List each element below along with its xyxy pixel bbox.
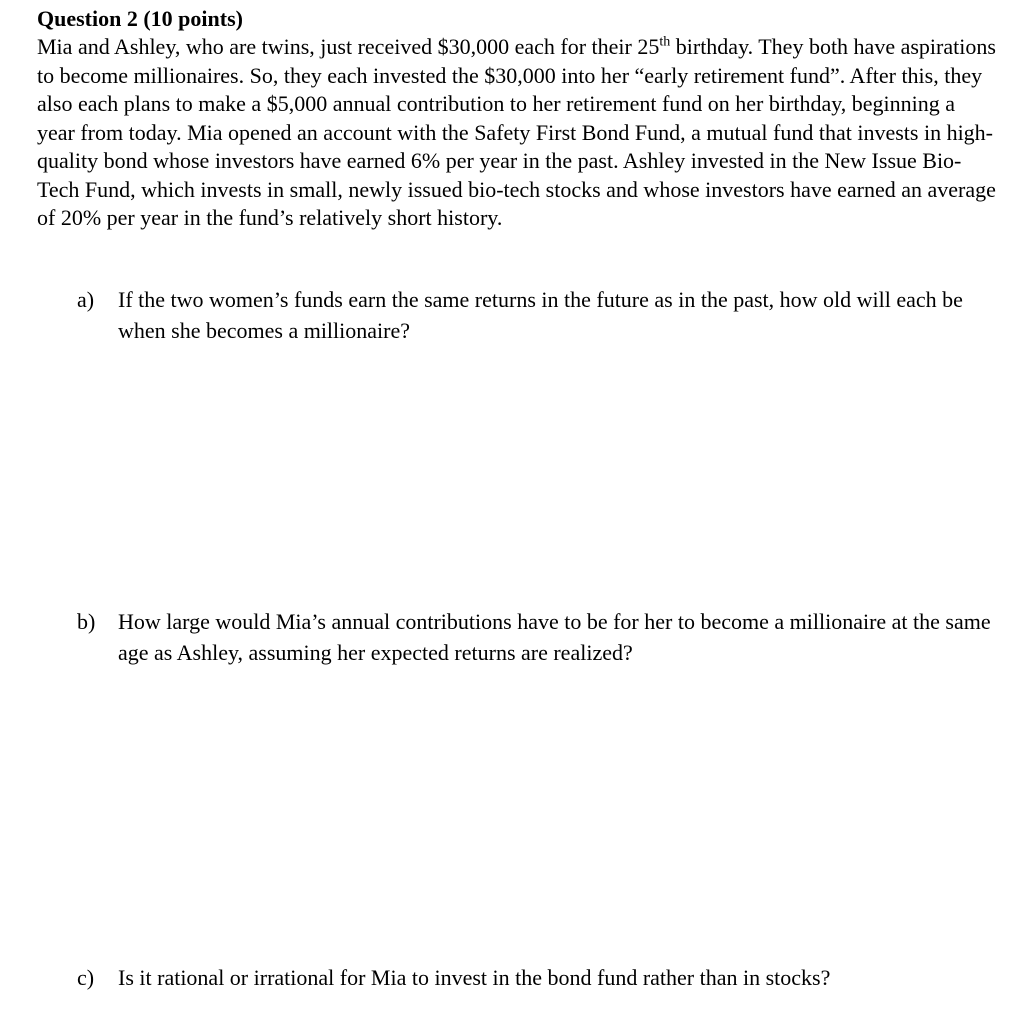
part-c-letter: c) [77,965,95,990]
part-a [77,284,1007,346]
part-a-text: If the two women’s funds earn the same returns in the future as in the past, how old will each be when she becomes a millionaire? [118,287,963,343]
ordinal-suffix: th [659,34,671,50]
part-b-text: How large would Mia’s annual contributions have to be for her to become a millionaire at the same age as Ashley, assuming her expected returns are realized? [118,609,991,665]
part-c [77,962,1007,993]
question-body [37,33,997,233]
question-block [37,4,997,233]
part-c-text: Is it rational or irrational for Mia to invest in the bond fund rather than in stocks? [118,965,831,990]
part-a-letter: a) [77,287,95,312]
question-body-rest: birthday. They both have aspirations to become millionaires. So, they each invested the $30,000 into her “early retirement fund”. After this, they also each plans to make a $5,000 annual contribution to her retirement fund on her birthday, beginning a year from today. Mia opened an account with the Safety First Bond Fund, a mutual fund that invests in high-quality bond whose investors have earned 6% per year in the past. Ashley invested in the New Issue Bio-Tech Fund, which invests in small, newly issued bio-tech stocks and whose investors have earned an average of 20% per year in the fund’s relatively short history. [37,34,996,230]
part-b-letter: b) [77,609,96,634]
question-body-start: Mia and Ashley, who are twins, just received $30,000 each for their 25 [37,34,660,59]
part-b [77,606,1007,668]
question-title: Question 2 (10 points) [37,6,243,31]
